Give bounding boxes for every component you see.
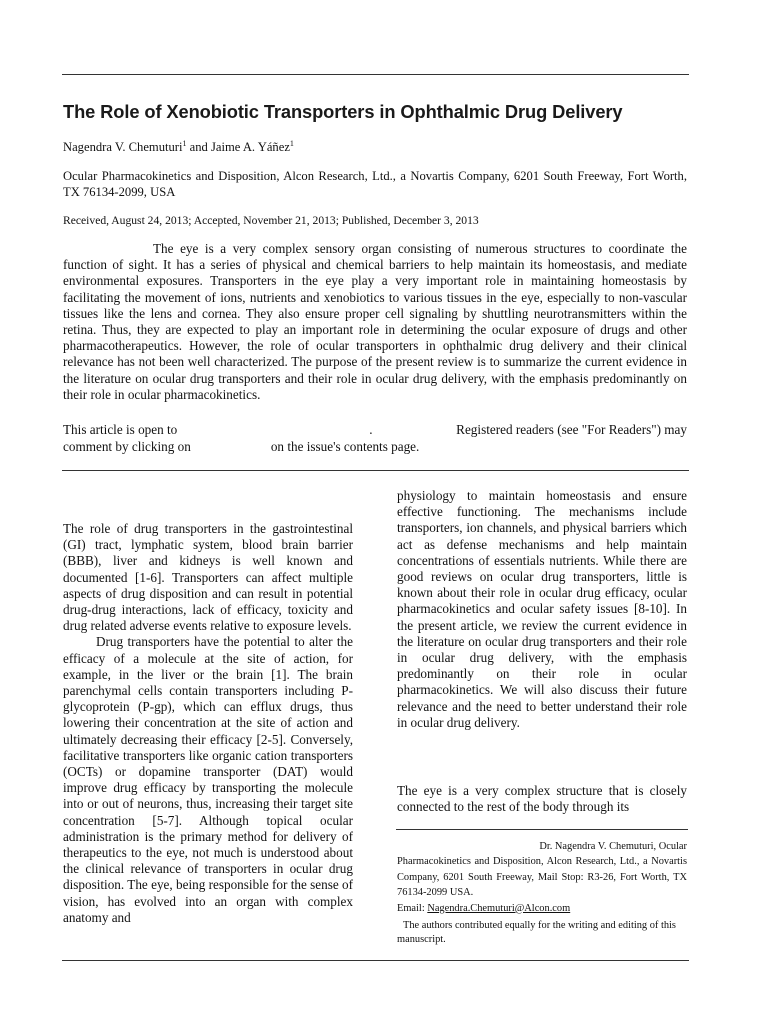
corresponding-author-note (397, 839, 687, 916)
open-access-period: . (369, 422, 373, 437)
author-joiner: and (186, 140, 211, 155)
comment-text: comment by clicking on (63, 438, 191, 454)
footer-rule (62, 960, 689, 961)
open-access-line-1 (63, 422, 687, 439)
open-access-notice (63, 422, 687, 455)
registered-readers-text: Registered readers (see "For Readers") may (456, 422, 687, 437)
corresponding-author-email-line (397, 901, 687, 916)
footnote-rule (396, 829, 688, 830)
publication-dates: Received, August 24, 2013; Accepted, November 21, 2013; Published, December 3, 2013 (63, 214, 479, 227)
abstract-divider (62, 470, 689, 471)
author-contribution-note: The authors contributed equally for the writing and editing of this manuscript. (397, 920, 676, 945)
contents-page-text: on the issue's contents page. (270, 438, 420, 454)
open-access-text: This article is open to (63, 422, 178, 437)
affiliation-marker: 1 (182, 139, 187, 148)
affiliation-marker: 1 (289, 139, 294, 148)
abstract: The eye is a very complex sensory organ consisting of numerous structures to coordinate the function of sight. It has a series of physical and chemical barriers to help maintain its homeostasis, and mediate environmental exposures. Transporters in the eye play a very important role in maintaining homeostasis by facilitating the movement of ions, nutrients and xenobiotics to various tissues in the eye, especially to non-vascular tissues like the lens and cornea. They also ensure proper cell signaling by shuttling neurotransmitters within the retina. Thus, they are expected to play an important role in determining the ocular exposure of drugs and other pharmacotherapeutics. However, the role of ocular transporters in ophthalmic drug delivery and their clinical relevance has not been well characterized. The purpose of the present review is to summarize the current evidence in the literature on ocular drug transporters and their role in ocular drug delivery, with the emphasis predominantly on their role in ocular pharmacokinetics. (63, 241, 687, 402)
body-paragraph: Drug transporters have the potential to alter the efficacy of a molecule at the site of action, for example, in the liver or the brain [1]. The brain parenchymal cells contain transporters including P-glycoprotein (P-gp), which can efflux drugs, thus lowering their concentration at the site of action and ultimately decreasing their efficacy [2-5]. Conversely, facilitative transporters like organic cation transporters (OCTs) or dopamine transporter (DAT) would improve drug efficacy by transporting the molecule into or out of neurons, thus, increasing their target site concentration [5-7]. Although topical ocular administration is the primary method for delivery of therapeutics to the eye, not much is understood about the clinical relevance of transporters in ocular drug disposition. The eye, being responsible for the sense of vision, has evolved into an organ with complex anatomy and (63, 634, 353, 925)
body-paragraph: The eye is a very complex structure that is closely connected to the rest of the body through its (397, 783, 687, 815)
corresponding-author-address: Pharmacokinetics and Disposition, Alcon Research, Ltd., a Novartis Company, 6201 South Freeway, Mail Stop: R3-26, Fort Worth, TX 76134-2099 USA. (397, 856, 687, 899)
body-column-right-section (397, 783, 687, 815)
corresponding-author-name: Dr. Nagendra V. Chemuturi, Ocular (539, 841, 687, 852)
affiliation: Ocular Pharmacokinetics and Disposition, Alcon Research, Ltd., a Novartis Company, 6201 South Freeway, Fort Worth, TX 76134-2099, USA (63, 169, 687, 199)
body-column-right (397, 488, 687, 731)
author-list (63, 139, 294, 155)
author-name: Jaime A. Yáñez (211, 140, 290, 155)
open-access-line-2 (63, 439, 687, 456)
email-label: Email: (397, 902, 428, 914)
body-paragraph: The role of drug transporters in the gastrointestinal (GI) tract, lymphatic system, blood brain barrier (BBB), liver and kidneys is well known and documented [1-6]. Transporters can affect multiple aspects of drug disposition and can result in potential drug-drug interactions, lack of efficacy, toxicity and drug related adverse events relative to exposure levels. (63, 521, 353, 634)
email-link[interactable]: Nagendra.Chemuturi@Alcon.com (427, 902, 571, 914)
article-title: The Role of Xenobiotic Transporters in Ophthalmic Drug Delivery (63, 101, 623, 122)
body-column-left (63, 521, 353, 926)
header-rule (62, 74, 689, 75)
body-paragraph: physiology to maintain homeostasis and ensure effective functioning. The mechanisms include transporters, ion channels, and physical barriers which act as defense mechanisms and help maintain concentrations of essentials nutrients. While there are good reviews on ocular drug transporters, little is known about their role in ocular drug efficacy, ocular pharmacokinetics and ocular safety issues [8-10]. In the present article, we review the current evidence in the literature on ocular drug transporters and their role in ocular drug delivery, with the emphasis predominantly on their role in ocular pharmacokinetics. We will also discuss their future relevance and the need to better understand their role in ocular drug delivery. (397, 488, 687, 730)
author-name: Nagendra V. Chemuturi (63, 140, 183, 155)
